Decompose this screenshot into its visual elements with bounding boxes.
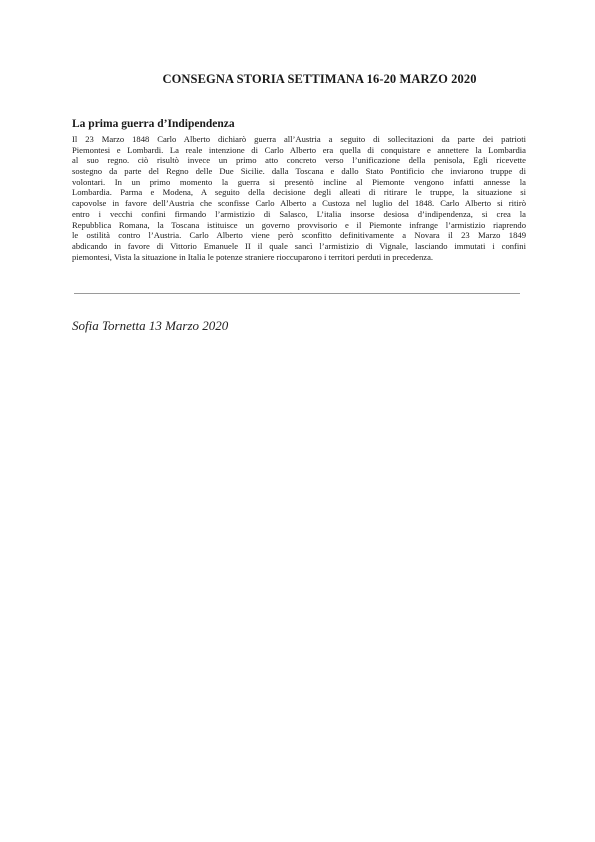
body-paragraph bbox=[72, 134, 526, 262]
body-line: Lombardia. Parma e Modena, A seguito della decisione degli alleati di ritirare le truppe, la situazione si bbox=[72, 187, 526, 198]
body-line: Repubblica Romana, la Toscana istituisce un governo provvisorio e il Piemonte infrange l’armistizio riaprendo bbox=[72, 219, 526, 230]
body-line: Il 23 Marzo 1848 Carlo Alberto dichiarò guerra all’Austria a seguito di sollecitazioni da parte dei patrioti bbox=[72, 134, 526, 144]
body-line: capovolse in favore dell’Austria che sconfisse Carlo Alberto a Custoza nel luglio del 1848. Carlo Alberto si ritirò bbox=[72, 198, 526, 209]
body-line: Piemontesi e Lombardi. La reale intenzione di Carlo Alberto era quella di conquistare e annettere la Lombardia bbox=[72, 144, 526, 155]
body-line: al suo regno. ciò risultò invece un primo atto concreto verso l’unificazione della penisola, Egli ricevette bbox=[72, 155, 526, 166]
body-line: le ostilità contro l’Austria. Carlo Alberto viene però sconfitto definitivamente a Novara il 23 Marzo 1849 bbox=[72, 230, 526, 241]
section-heading: La prima guerra d’Indipendenza bbox=[72, 118, 235, 130]
body-line: volontari. In un primo momento la guerra si presentò incline al Piemonte vengono infatti annesse la bbox=[72, 176, 526, 187]
signature: Sofia Tornetta 13 Marzo 2020 bbox=[72, 318, 229, 333]
horizontal-divider bbox=[74, 293, 520, 294]
body-line: entro i vecchi confini firmando l’armistizio di Salasco, L’italia insorse desiosa d’indipendenza, si crea la bbox=[72, 208, 526, 219]
document-title: CONSEGNA STORIA SETTIMANA 16-20 MARZO 2020 bbox=[162, 72, 477, 86]
body-line: sostegno da parte del Regno delle Due Sicilie. dalla Toscana e dallo Stato Pontificio che inviarono truppe di bbox=[72, 166, 526, 177]
body-line: piemontesi, Vista la situazione in Italia le potenze straniere rioccuparono i territori perduti in precedenza. bbox=[72, 251, 434, 262]
body-line: abdicando in favore di Vittorio Emanuele II il quale sancì l’armistizio di Vignale, lasciando immutati i confini bbox=[72, 240, 526, 251]
